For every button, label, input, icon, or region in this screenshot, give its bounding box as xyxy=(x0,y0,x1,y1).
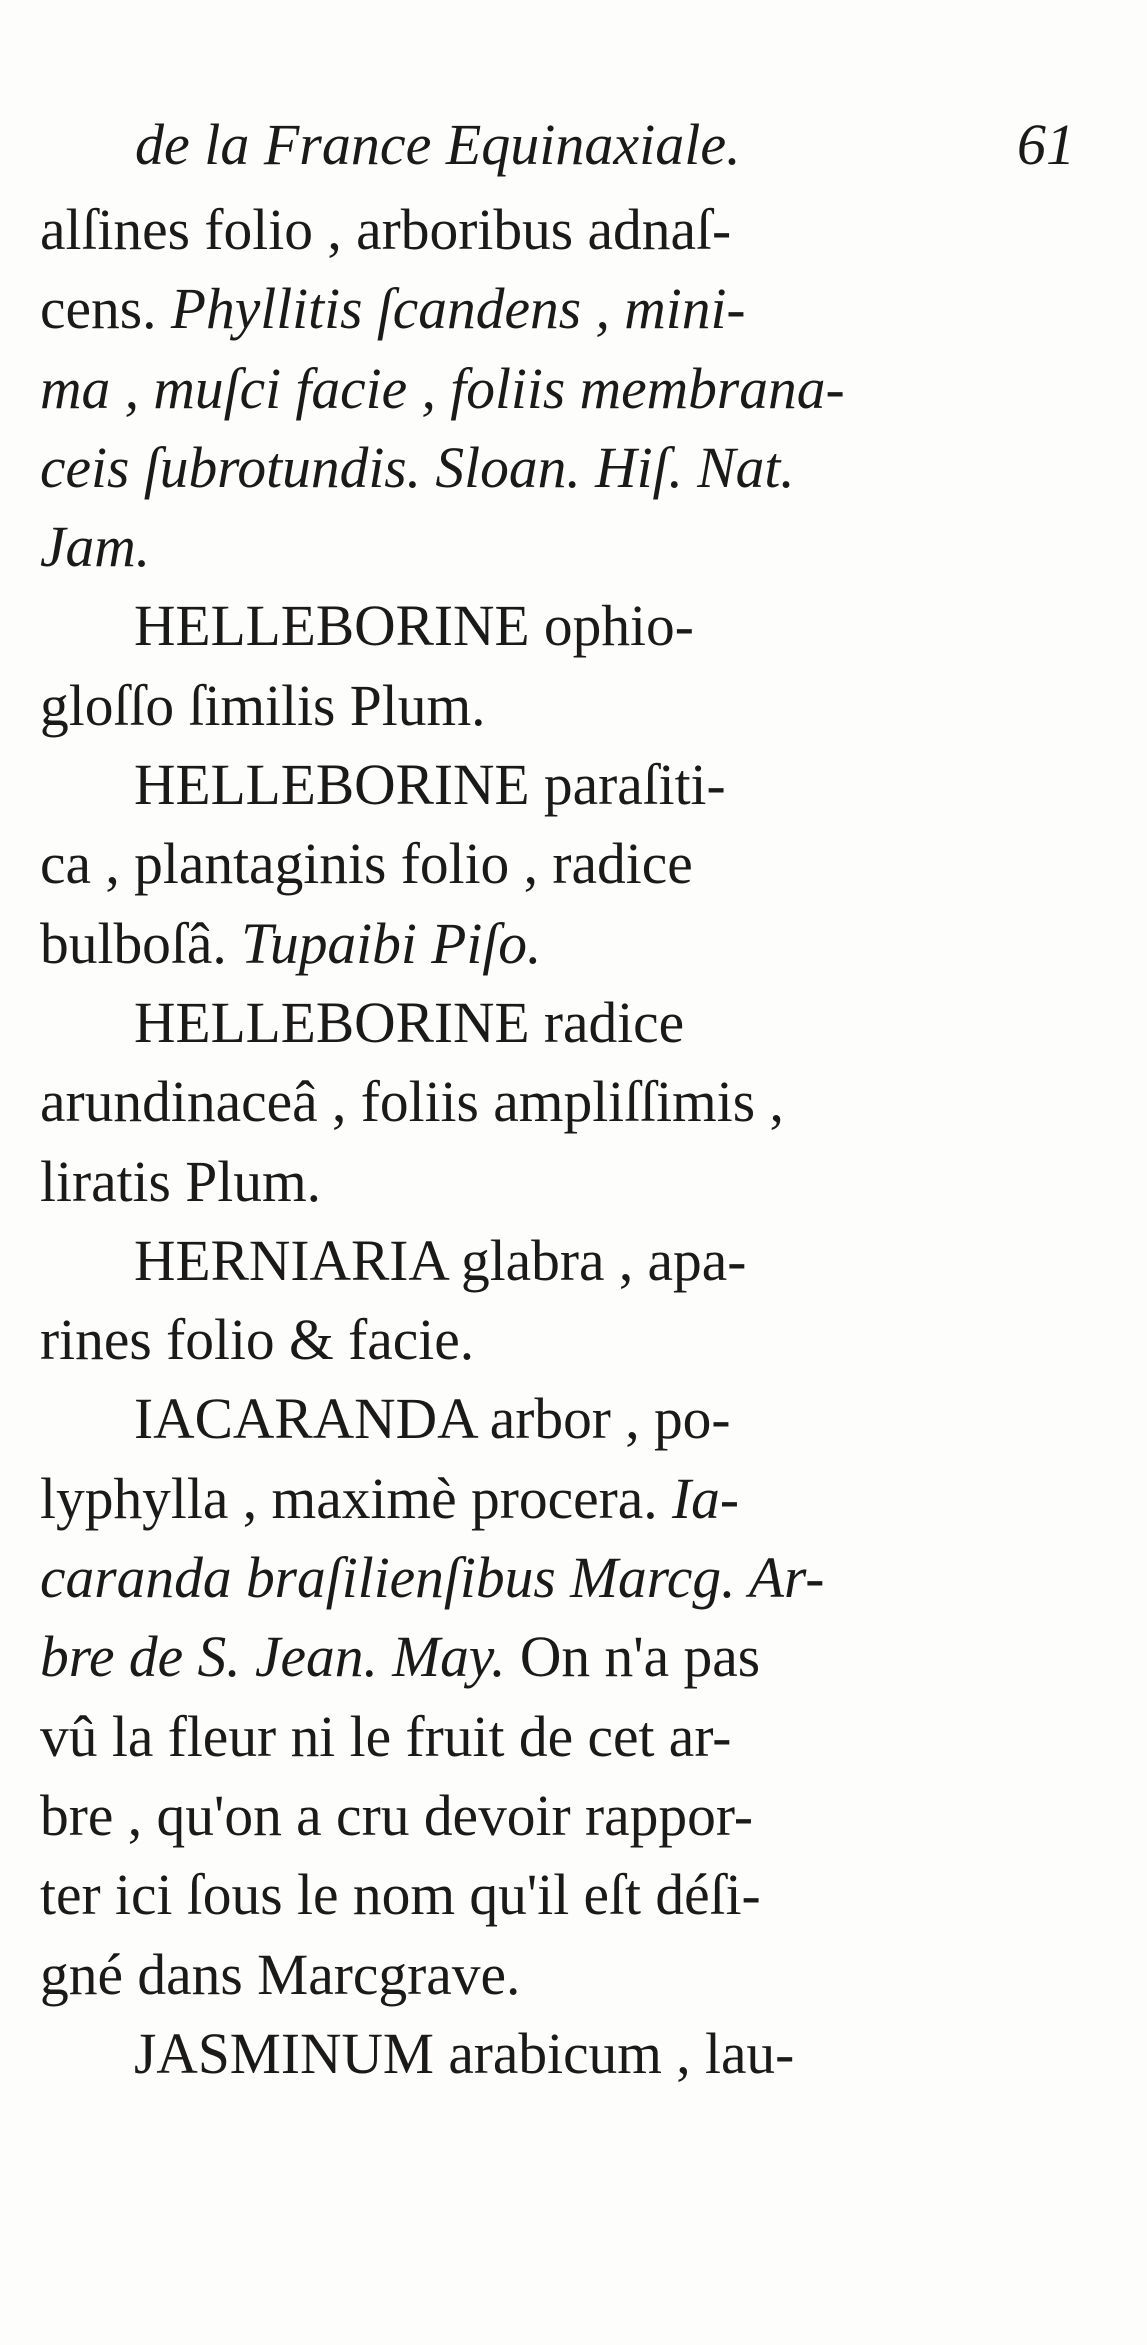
text-line xyxy=(40,190,1100,269)
page-header xyxy=(135,105,1075,185)
text-segment: bulboſâ. xyxy=(40,910,242,976)
body-text xyxy=(40,190,1110,2093)
text-line xyxy=(40,1697,1100,1776)
text-segment: HELLEBORINE ophio- xyxy=(134,593,694,659)
text-line xyxy=(40,349,1100,428)
running-title: de la France Equinaxiale. xyxy=(135,112,741,177)
text-line xyxy=(40,983,1099,1062)
text-line xyxy=(40,745,1099,824)
italic-text-segment: bre de S. Jean. May. xyxy=(40,1624,520,1690)
italic-text-segment: Jam. xyxy=(40,514,151,580)
text-segment: cens. xyxy=(40,276,171,342)
text-line xyxy=(40,1379,1099,1458)
text-line xyxy=(40,1617,1100,1696)
text-segment: JASMINUM arabicum , lau- xyxy=(134,2020,795,2086)
text-segment: IACARANDA arbor , po- xyxy=(134,1386,731,1452)
text-segment: rines folio & facie. xyxy=(40,1307,475,1373)
text-segment: HELLEBORINE paraſiti- xyxy=(134,752,726,818)
text-line xyxy=(40,824,1100,903)
italic-text-segment: Tupaibi Piſo. xyxy=(241,910,542,976)
italic-text-segment: ceis ſubrotundis. Sloan. Hiſ. Nat. xyxy=(40,434,795,500)
text-segment: liratis Plum. xyxy=(40,1148,322,1214)
text-line xyxy=(40,904,1100,983)
italic-text-segment: Ia- xyxy=(672,1465,740,1531)
text-segment: gné dans Marcgrave. xyxy=(40,1941,521,2007)
text-segment: lyphylla , maximè procera. xyxy=(40,1465,673,1531)
text-line xyxy=(40,1062,1100,1141)
text-line xyxy=(40,1855,1100,1934)
italic-text-segment: caranda braſilienſibus Marcg. Ar- xyxy=(40,1545,825,1611)
text-segment: ca , plantaginis folio , radice xyxy=(40,831,693,897)
text-line xyxy=(40,269,1100,348)
text-line xyxy=(40,1142,1100,1221)
text-segment: bre , qu'on a cru devoir rappor- xyxy=(40,1782,754,1848)
italic-text-segment: Phyllitis ſcandens , mini- xyxy=(170,276,746,342)
text-line xyxy=(40,1459,1100,1538)
text-line xyxy=(40,1935,1100,2014)
text-segment: alſines folio , arboribus adnaſ- xyxy=(40,197,732,262)
text-segment: HERNIARIA glabra , apa- xyxy=(134,1227,747,1293)
italic-text-segment: ma , muſci facie , foliis membrana- xyxy=(40,355,845,421)
text-segment: HELLEBORINE radice xyxy=(134,989,685,1055)
text-segment: ter ici ſous le nom qu'il eſt déſi- xyxy=(40,1862,761,1928)
text-line xyxy=(40,1538,1100,1617)
text-segment: On n'a pas xyxy=(519,1624,761,1690)
text-segment: arundinaceâ , foliis ampliſſimis , xyxy=(40,1069,784,1135)
text-line xyxy=(40,1300,1100,1379)
text-segment: gloſſo ſimilis Plum. xyxy=(40,672,486,738)
text-line xyxy=(40,2014,1099,2093)
text-line xyxy=(40,586,1099,665)
text-line xyxy=(40,666,1100,745)
text-segment: vû la fleur ni le fruit de cet ar- xyxy=(40,1703,732,1769)
page-number: 61 xyxy=(1017,112,1075,177)
text-line xyxy=(40,1221,1099,1300)
text-line xyxy=(40,428,1100,507)
text-line xyxy=(40,1776,1100,1855)
text-line xyxy=(40,507,1100,586)
